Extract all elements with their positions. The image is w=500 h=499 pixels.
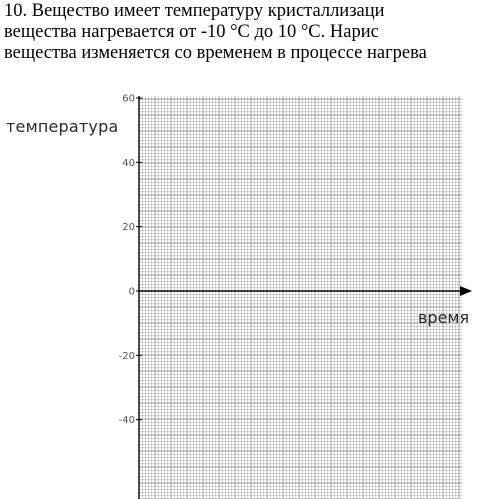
x-axis-label: время: [418, 308, 470, 327]
y-tick-label: 60: [122, 93, 135, 105]
y-tick-label: -40: [118, 415, 135, 427]
x-axis-arrow: [460, 286, 472, 296]
y-tick-label: 40: [122, 157, 135, 169]
problem-text-line-3: вещества изменяется со временем в процессе нагрева: [4, 43, 427, 63]
problem-text-line-1: 10. Вещество имеет температуру кристаллизаци: [4, 1, 385, 21]
y-axis-label: температура: [6, 117, 119, 136]
grid-lines: [139, 96, 462, 499]
y-tick-label: -20: [118, 350, 135, 362]
problem-text-line-2: вещества нагревается от -10 °С до 10 °С. Нарис: [4, 22, 379, 42]
y-tick-label: 20: [122, 222, 135, 234]
y-tick-label: 0: [128, 286, 135, 298]
